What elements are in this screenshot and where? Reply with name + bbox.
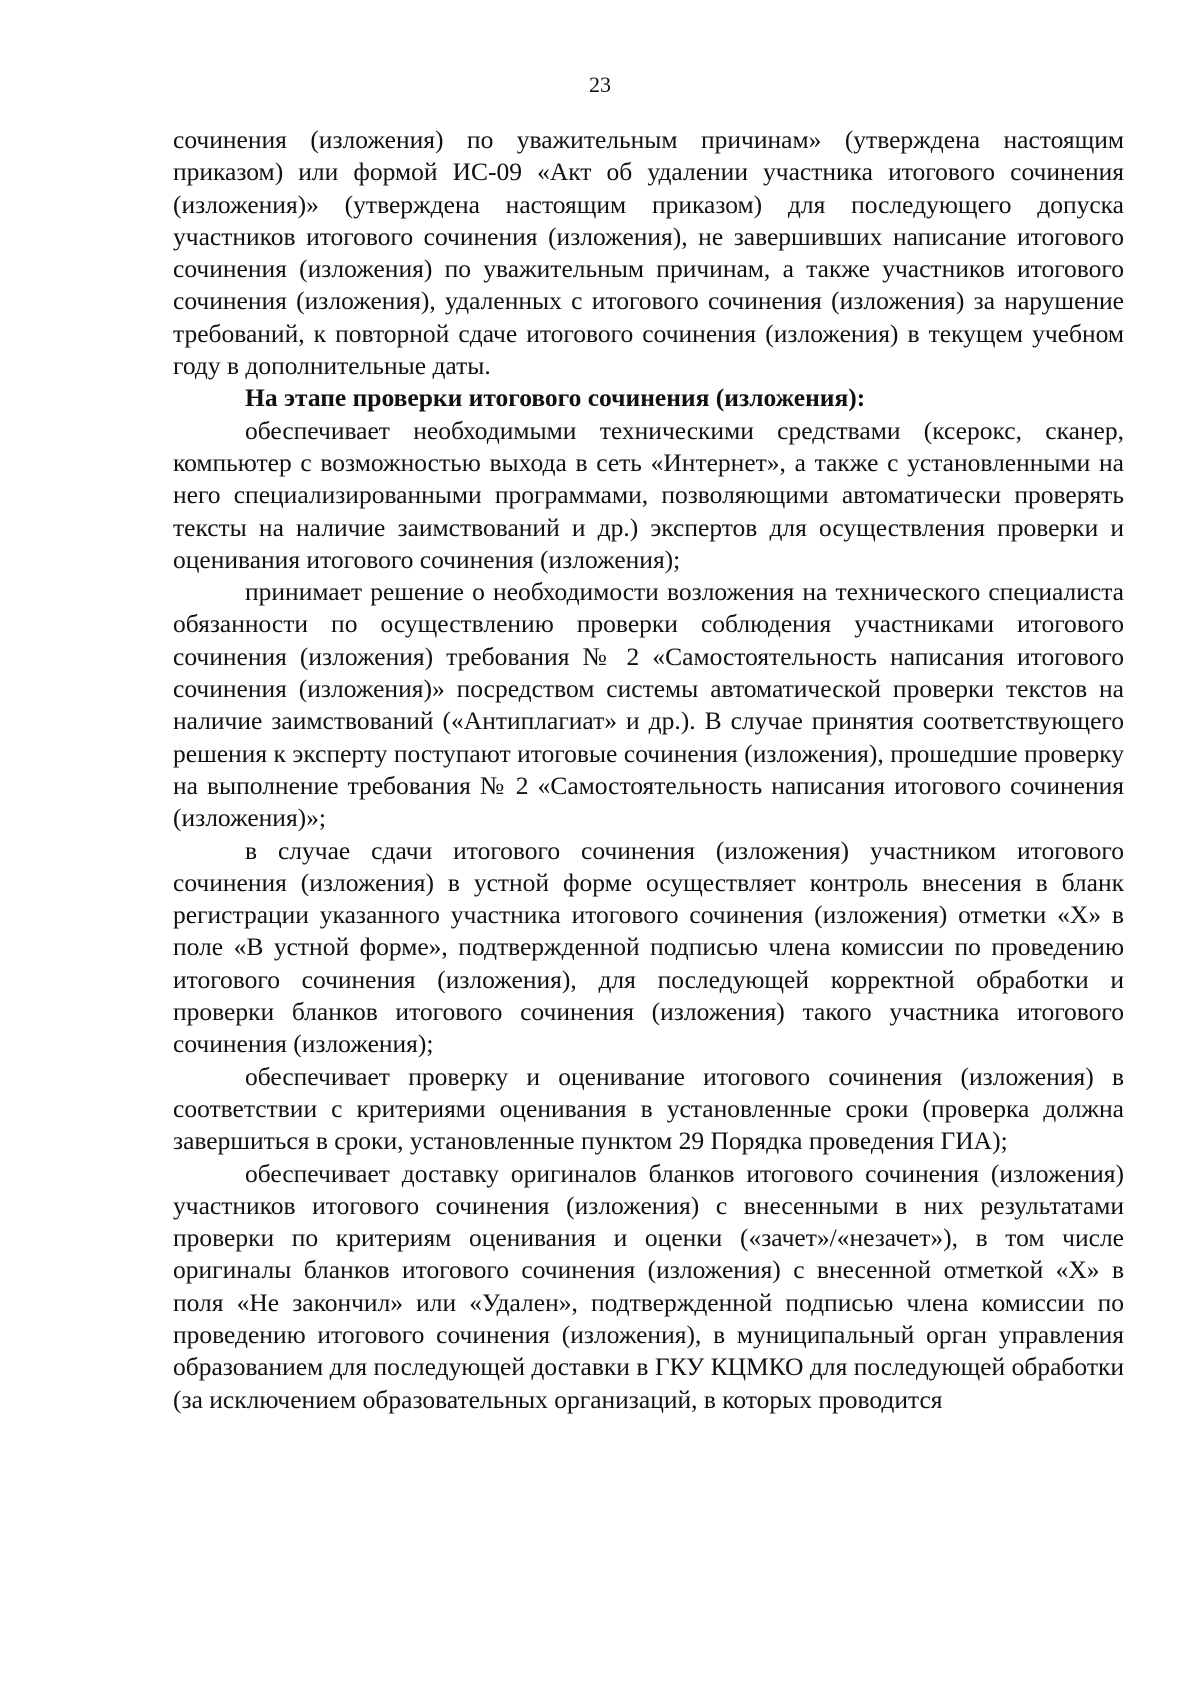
paragraph-plagiarism-check: принимает решение о необходимости возложения на технического специалиста обязанности по осуществлению проверки соблюдения участниками итогового сочинения (изложения) требования № 2 «Самостоятельность написания итогового сочинения (изложения)» посредством системы автоматической проверки текстов на наличие заимствований («Антиплагиат» и др.). В случае принятия соответствующего решения к эксперту поступают итоговые сочинения (изложения), прошедшие проверку на выполнение требования № 2 «Самостоятельность написания итогового сочинения (изложения)»; bbox=[173, 577, 1124, 833]
page-body bbox=[173, 124, 1124, 1416]
paragraph-technical-means: обеспечивает необходимыми техническими средствами (ксерокс, сканер, компьютер с возможностью выхода в сеть «Интернет», а также с установленными на него специализированными программами, позволяющими автоматически проверять тексты на наличие заимствований и др.) экспертов для осуществления проверки и оценивания итогового сочинения (изложения); bbox=[173, 415, 1124, 574]
paragraph-oral-form: в случае сдачи итогового сочинения (изложения) участником итогового сочинения (изложения) в устной форме осуществляет контроль внесения в бланк регистрации указанного участника итогового сочинения (изложения) отметки «Х» в поле «В устной форме», подтвержденной подписью члена комиссии по проведению итогового сочинения (изложения), для последующей корректной обработки и проверки бланков итогового сочинения (изложения) такого участника итогового сочинения (изложения); bbox=[173, 835, 1124, 1059]
paragraph-continuation: сочинения (изложения) по уважительным причинам» (утверждена настоящим приказом) или формой ИС-09 «Акт об удалении участника итогового сочинения (изложения)» (утверждена настоящим приказом) для последующего допуска участников итогового сочинения (изложения), не завершивших написание итогового сочинения (изложения) по уважительным причинам, а также участников итогового сочинения (изложения), удаленных с итогового сочинения (изложения) за нарушение требований, к повторной сдаче итогового сочинения (изложения) в текущем учебном году в дополнительные даты. bbox=[173, 125, 1124, 381]
paragraph-evaluation: обеспечивает проверку и оценивание итогового сочинения (изложения) в соответствии с критериями оценивания в установленные сроки (проверка должна завершиться в сроки, установленные пунктом 29 Порядка проведения ГИА); bbox=[173, 1061, 1124, 1156]
paragraph-delivery: обеспечивает доставку оригиналов бланков итогового сочинения (изложения) участников итогового сочинения (изложения) с внесенными в них результатами проверки по критериям оценивания и оценки («зачет»/«незачет»), в том числе оригиналы бланков итогового сочинения (изложения) с внесенной отметкой «Х» в поля «Не закончил» или «Удален», подтвержденной подписью члена комиссии по проведению итогового сочинения (изложения), в муниципальный орган управления образованием для последующей доставки в ГКУ КЦМКО для последующей обработки (за исключением образовательных организаций, в которых проводится bbox=[173, 1158, 1124, 1414]
page-number: 23 bbox=[589, 72, 611, 97]
section-heading: На этапе проверки итогового сочинения (изложения): bbox=[245, 383, 866, 413]
